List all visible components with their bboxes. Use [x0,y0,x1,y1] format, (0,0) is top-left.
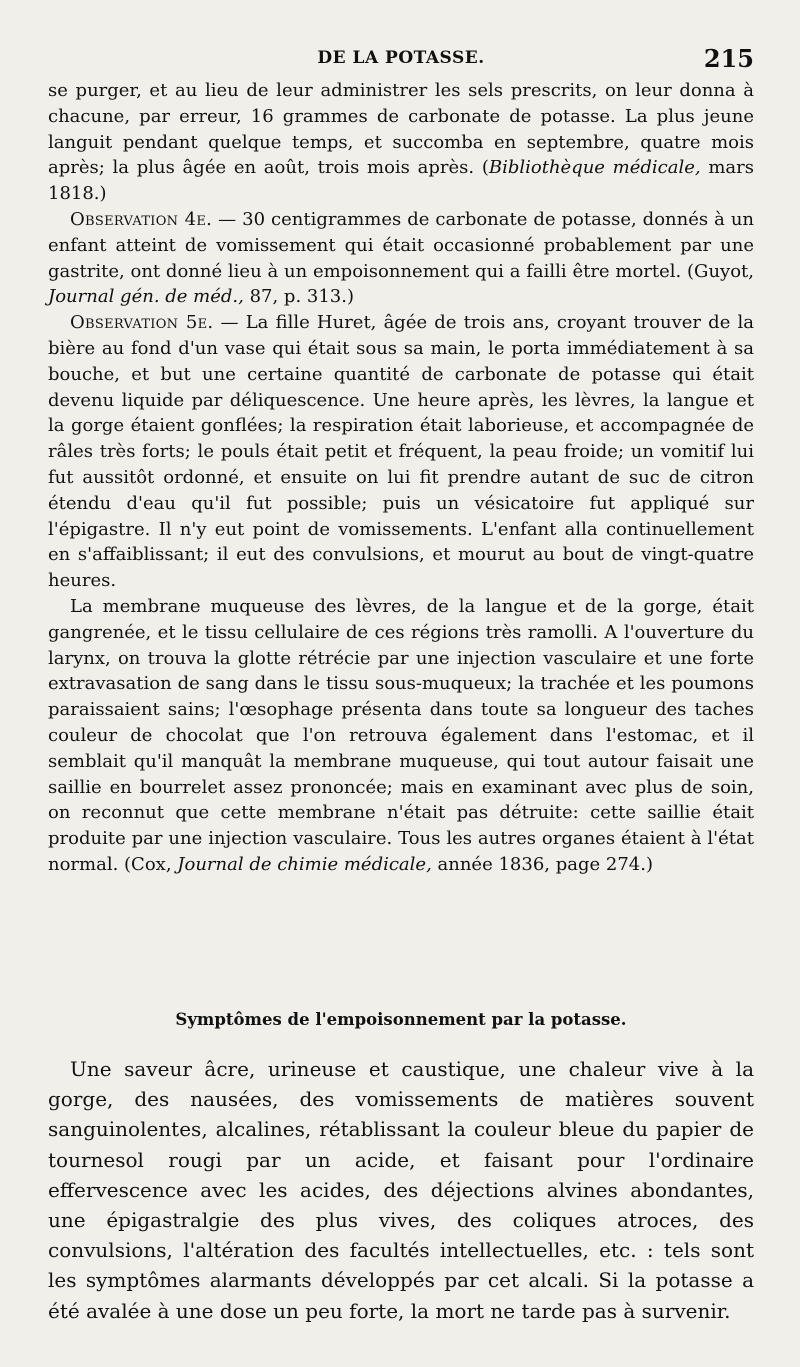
running-title: DE LA POTASSE. [317,48,485,68]
source-citation: Journal gén. de méd., [48,286,244,308]
observation-label: Observation 4e. [70,208,213,230]
paragraph-text: se purger, et au lieu de leur administrer les sels prescrits, on leur donna à chacune, par erreur, 16 grammes de carbonate de potasse. La plus jeune languit pendant quelque temps, et succomba en septembre, quatre mois après; la plus âgée en août, trois mois après. ( [48,80,754,179]
source-citation: Journal de chimie médicale, [177,853,432,875]
paragraph-text: — 30 centigrammes de carbonate de potasse, donnés à un enfant atteint de vomissement qui était occasionné probablement par une gastrite, ont donné lieu à un empoisonnement qui a failli être mortel. (Guyot, [48,208,754,282]
paragraph-text: 87, p. 313.) [243,286,354,308]
symptoms-paragraph: Une saveur âcre, urineuse et caustique, une chaleur vive à la gorge, des nausées, des vomissements de matières souvent sanguinolentes, alcalines, rétablissant la couleur bleue du papier de tournesol rougi par un acide, et faisant pour l'ordinaire effervescence avec les acides, des déjections alvines abondantes, une épigastralgie des plus vives, des coliques atroces, des convulsions, l'altération des facultés intellectuelles, etc. : tels sont les symptômes alarmants développés par cet alcali. Si la potasse a été avalée à une dose un peu forte, la mort ne tarde pas à survenir. [48,1057,754,1323]
page-header [48,44,754,76]
observation-label: Observation 5e. [70,312,214,334]
paragraph-text: mars 1818.) [48,157,754,205]
observation-5 [48,310,754,594]
observation-4 [48,207,754,310]
main-text [48,78,754,878]
paragraph-case-continued [48,78,754,207]
section-heading: Symptômes de l'empoisonnement par la potasse. [175,1010,627,1029]
source-citation: Bibliothèque médicale, [488,157,701,179]
paragraph-autopsy [48,594,754,878]
symptoms-section [48,1054,754,1326]
paragraph-text: — La fille Huret, âgée de trois ans, croyant trouver de la bière au fond d'un vase qui était sous sa main, le porta immédiatement à sa bouche, et but une certaine quantité de carbonate de potasse qui était devenu liquide par déliquescence. Une heure après, les lèvres, la langue et la gorge étaient gonflées; la respiration était laborieuse, et accompagnée de râles très forts; le pouls était petit et fréquent, la peau froide; un vomitif lui fut aussitôt ordonné, et ensuite on lui fit prendre autant de suc de citron étendu d'eau qu'il fut possible; puis un vésicatoire fut appliqué sur l'épigastre. Il n'y eut point de vomissements. L'enfant alla continuellement en s'affaiblissant; il eut des convulsions, et mourut au bout de vingt-quatre heures. [48,312,755,592]
page-number: 215 [703,44,754,73]
paragraph-text: année 1836, page 274.) [431,853,653,875]
paragraph-text: La membrane muqueuse des lèvres, de la langue et de la gorge, était gangrenée, et le tissu cellulaire de ces régions très ramolli. A l'ouverture du larynx, on trouva la glotte rétrécie par une injection vasculaire et une forte extravasation de sang dans le tissu sous-muqueux; la trachée et les poumons paraissaient sains; l'œsophage présenta dans toute sa longueur des taches couleur de chocolat que l'on retrouva également dans l'estomac, et il semblait qu'il manquât la membrane muqueuse, qui tout autour faisait une saillie en bourrelet assez prononcée; mais en examinant avec plus de soin, on reconnut que cette membrane n'était pas détruite: cette saillie était produite par une injection vasculaire. Tous les autres organes étaient à l'état normal. (Cox, [48,595,754,875]
